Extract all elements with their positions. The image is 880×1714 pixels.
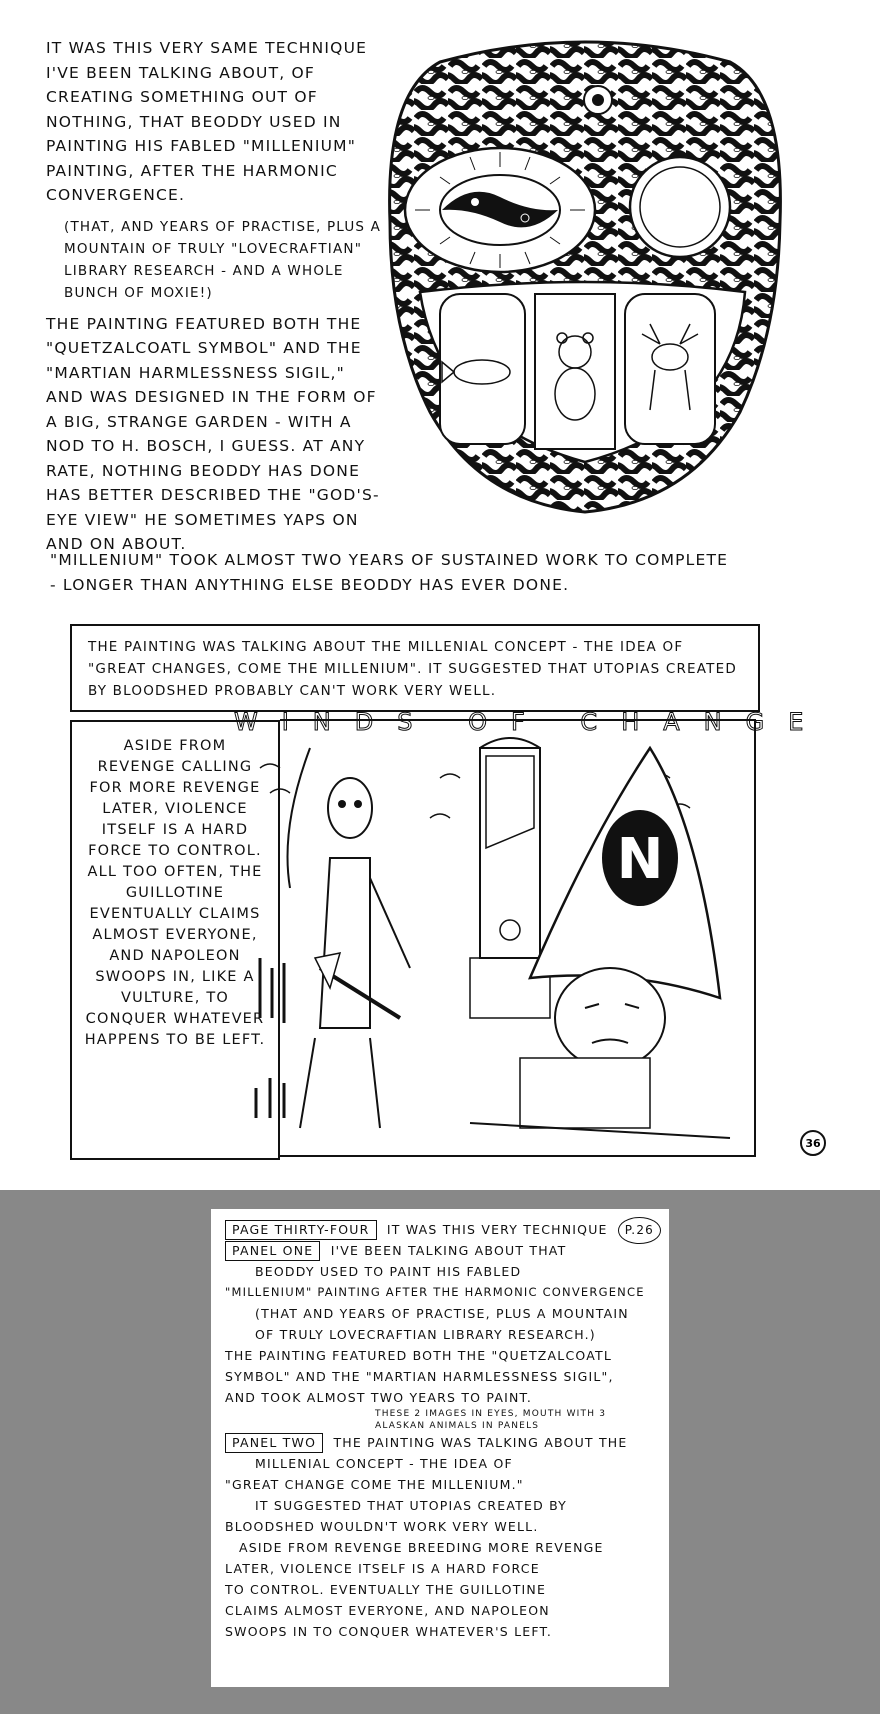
intro-aside: (THAT, AND YEARS OF PRACTISE, PLUS A MOUNTAIN OF TRULY "LOVECRAFTIAN" LIBRARY RESEARCH - AND A WHOLE BUNCH OF MOXIE!): [64, 218, 382, 301]
script-page-ref: P.26: [618, 1217, 661, 1244]
script-line: "MILLENIUM" PAINTING AFTER THE HARMONIC CONVERGENCE: [225, 1285, 645, 1299]
intro-paragraph-2: THE PAINTING FEATURED BOTH THE "QUETZALCOATL SYMBOL" AND THE "MARTIAN HARMLESSNESS SIGIL," AND WAS DESIGNED IN THE FORM OF A BIG, STRANGE GARDEN - WITH A NOD TO H. BOSCH, I GUESS. AT ANY RATE, NOTHING BEODDY HAS DONE HAS BETTER DESCRIBED THE "GOD'S-EYE VIEW" HE SOMETIMES YAPS ON AND ON ABOUT.: [46, 314, 380, 553]
closing-text: [50, 548, 740, 598]
script-line: OF TRULY LOVECRAFTIAN LIBRARY RESEARCH.): [255, 1327, 596, 1342]
hat-emblem-letter: N: [616, 827, 664, 892]
script-line: BLOODSHED WOULDN'T WORK VERY WELL.: [225, 1519, 539, 1534]
script-note: THESE 2 IMAGES IN EYES, MOUTH WITH 3 ALASKAN ANIMALS IN PANELS: [375, 1409, 607, 1431]
script-line: IT WAS THIS VERY TECHNIQUE: [386, 1222, 608, 1237]
script-line: "GREAT CHANGE COME THE MILLENIUM.": [225, 1477, 524, 1492]
script-line: ASIDE FROM REVENGE BREEDING MORE REVENGE: [239, 1540, 604, 1555]
script-line: (THAT AND YEARS OF PRACTISE, PLUS A MOUNTAIN: [255, 1306, 629, 1321]
script-page: [211, 1209, 669, 1687]
script-line: THE PAINTING FEATURED BOTH THE "QUETZALCOATL: [225, 1348, 612, 1363]
script-panel-one-label: PANEL ONE: [225, 1241, 320, 1261]
mask-illustration: [380, 32, 790, 522]
page-number: 36: [800, 1130, 826, 1156]
script-line: IT SUGGESTED THAT UTOPIAS CREATED BY: [255, 1498, 567, 1513]
script-line: SWOOPS IN TO CONQUER WHATEVER'S LEFT.: [225, 1624, 553, 1639]
panel-caption: THE PAINTING WAS TALKING ABOUT THE MILLENIAL CONCEPT - THE IDEA OF "GREAT CHANGES, COME THE MILLENIUM". IT SUGGESTED THAT UTOPIAS CREATED BY BLOODSHED PROBABLY CAN'T WORK VERY WELL.: [70, 624, 760, 712]
script-panel-two-label: PANEL TWO: [225, 1433, 323, 1453]
script-line: I'VE BEEN TALKING ABOUT THAT: [330, 1243, 567, 1258]
intro-paragraph-1: IT WAS THIS VERY SAME TECHNIQUE I'VE BEEN TALKING ABOUT, OF CREATING SOMETHING OUT OF NOTHING, THAT BEODDY USED IN PAINTING HIS FABLED "MILLENIUM" PAINTING, AFTER THE HARMONIC CONVERGENCE.: [46, 39, 368, 204]
side-caption: ASIDE FROM REVENGE CALLING FOR MORE REVENGE LATER, VIOLENCE ITSELF IS A HARD FORCE TO CONTROL. ALL TOO OFTEN, THE GUILLOTINE EVENTUALLY CLAIMS ALMOST EVERYONE, AND NAPOLEON SWOOPS IN, LIKE A VULTURE, TO CONQUER WHATEVER HAPPENS TO BE LEFT.: [70, 720, 280, 1160]
script-page-label: PAGE THIRTY-FOUR: [225, 1220, 377, 1240]
script-line: BEODDY USED TO PAINT HIS FABLED: [255, 1264, 522, 1279]
closing-paragraph: "MILLENIUM" TOOK ALMOST TWO YEARS OF SUSTAINED WORK TO COMPLETE - LONGER THAN ANYTHING ELSE BEODDY HAS EVER DONE.: [50, 551, 729, 594]
script-line: TO CONTROL. EVENTUALLY THE GUILLOTINE: [225, 1582, 547, 1597]
script-line: AND TOOK ALMOST TWO YEARS TO PAINT.: [225, 1390, 533, 1405]
script-line: MILLENIAL CONCEPT - THE IDEA OF: [255, 1456, 513, 1471]
script-line: SYMBOL" AND THE "MARTIAN HARMLESSNESS SIGIL",: [225, 1369, 614, 1384]
script-line: LATER, VIOLENCE ITSELF IS A HARD FORCE: [225, 1561, 540, 1576]
intro-text: [46, 36, 386, 565]
script-line: CLAIMS ALMOST EVERYONE, AND NAPOLEON: [225, 1603, 550, 1618]
script-line: THE PAINTING WAS TALKING ABOUT THE: [333, 1435, 628, 1450]
art-title: Winds of Change: [234, 708, 828, 736]
